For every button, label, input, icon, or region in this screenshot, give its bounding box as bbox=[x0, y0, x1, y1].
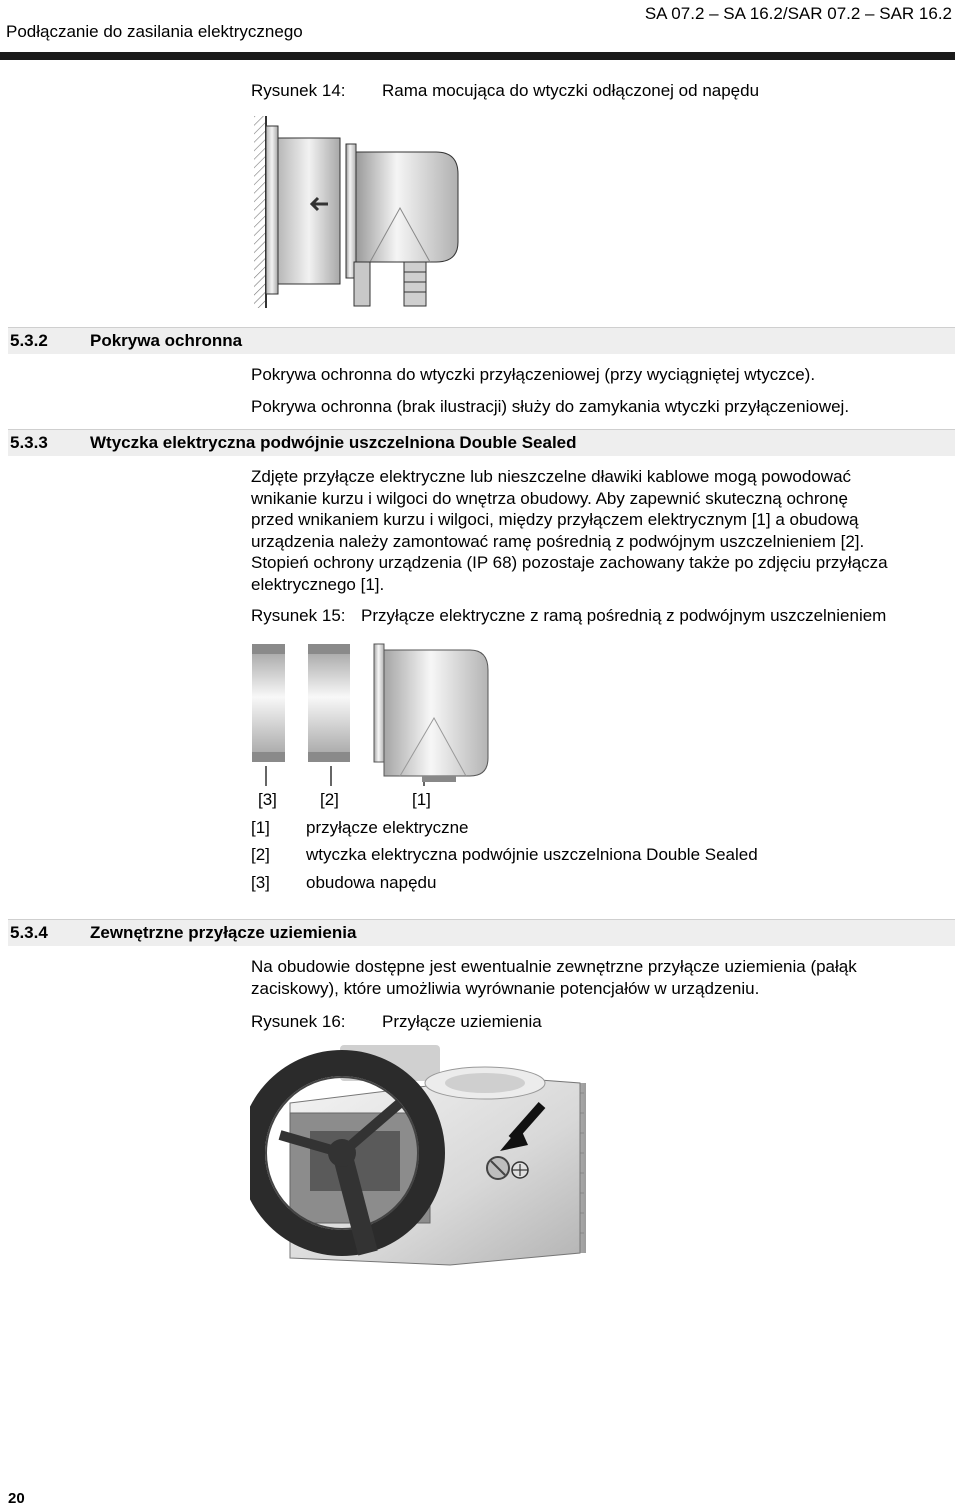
legend-text: wtyczka elektryczna podwójnie uszczelniona Double Sealed bbox=[306, 845, 758, 864]
paragraph-line: zaciskowy), które umożliwia wyrównanie potencjałów w urządzeniu. bbox=[251, 978, 760, 998]
header-divider bbox=[0, 52, 955, 60]
figure14-label: Rysunek 14: bbox=[251, 81, 346, 100]
section-number: 5.3.2 bbox=[10, 331, 48, 350]
paragraph-line: Zdjęte przyłącze elektryczne lub nieszczelne dławiki kablowe mogą powodować bbox=[251, 467, 852, 486]
header-chapter-title: Podłączanie do zasilania elektrycznego bbox=[6, 22, 303, 41]
figure14-caption: Rama mocująca do wtyczki odłączonej od napędu bbox=[382, 81, 760, 100]
figure16-caption: Przyłącze uziemienia bbox=[382, 1012, 542, 1031]
legend-key: [1] bbox=[251, 818, 270, 837]
paragraph-line: urządzenia należy zamontować ramę pośrednią z podwójnym uszczelnieniem [2]. bbox=[251, 531, 865, 551]
legend-text: przyłącze elektryczne bbox=[306, 818, 469, 837]
figure15-caption: Przyłącze elektryczne z ramą pośrednią z podwójnym uszczelnieniem bbox=[361, 606, 887, 625]
section-number: 5.3.4 bbox=[10, 923, 48, 942]
legend-text: obudowa napędu bbox=[306, 873, 437, 892]
figure14-plug-frame-illustration bbox=[250, 112, 480, 312]
section-title: Wtyczka elektryczna podwójnie uszczelniona Double Sealed bbox=[90, 433, 577, 452]
figure15-label: Rysunek 15: bbox=[251, 606, 346, 625]
paragraph-line: Na obudowie dostępne jest ewentualnie zewnętrzne przyłącze uziemienia (pałąk bbox=[251, 957, 857, 976]
section-title: Pokrywa ochronna bbox=[90, 331, 243, 350]
section-5-3-2-line-2: Pokrywa ochronna (brak ilustracji) służy do zamykania wtyczki przyłączeniowej. bbox=[251, 397, 850, 416]
page-number: 20 bbox=[8, 1490, 25, 1507]
figure16-earth-connection-photo bbox=[250, 1043, 590, 1273]
callout-3: [3] bbox=[258, 790, 277, 809]
section-5-3-3-heading bbox=[8, 429, 955, 456]
legend-key: [3] bbox=[251, 873, 270, 892]
figure15-double-sealed-illustration bbox=[250, 640, 500, 820]
section-5-3-3-paragraph bbox=[251, 466, 955, 595]
section-5-3-2-heading bbox=[8, 327, 955, 354]
figure16-label: Rysunek 16: bbox=[251, 1012, 346, 1031]
section-5-3-4-paragraph bbox=[251, 956, 955, 999]
paragraph-line: przed wnikaniem kurzu i wilgoci, między przyłączem elektrycznym [1] a obudową bbox=[251, 510, 859, 529]
section-number: 5.3.3 bbox=[10, 433, 48, 452]
section-title: Zewnętrzne przyłącze uziemienia bbox=[90, 923, 357, 942]
paragraph-line: elektrycznego [1]. bbox=[251, 574, 385, 594]
legend-key: [2] bbox=[251, 845, 270, 864]
callout-2: [2] bbox=[320, 790, 339, 809]
paragraph-line: Stopień ochrony urządzenia (IP 68) pozostaje zachowany także po zdjęciu przyłącza bbox=[251, 553, 888, 572]
callout-1: [1] bbox=[412, 790, 431, 809]
section-5-3-4-heading bbox=[8, 919, 955, 946]
header-model-range: SA 07.2 – SA 16.2/SAR 07.2 – SAR 16.2 bbox=[644, 4, 952, 23]
section-5-3-2-line-1: Pokrywa ochronna do wtyczki przyłączeniowej (przy wyciągniętej wtyczce). bbox=[251, 365, 816, 384]
paragraph-line: wnikanie kurzu i wilgoci do wnętrza obudowy. Aby zapewnić skuteczną ochronę bbox=[251, 488, 848, 508]
